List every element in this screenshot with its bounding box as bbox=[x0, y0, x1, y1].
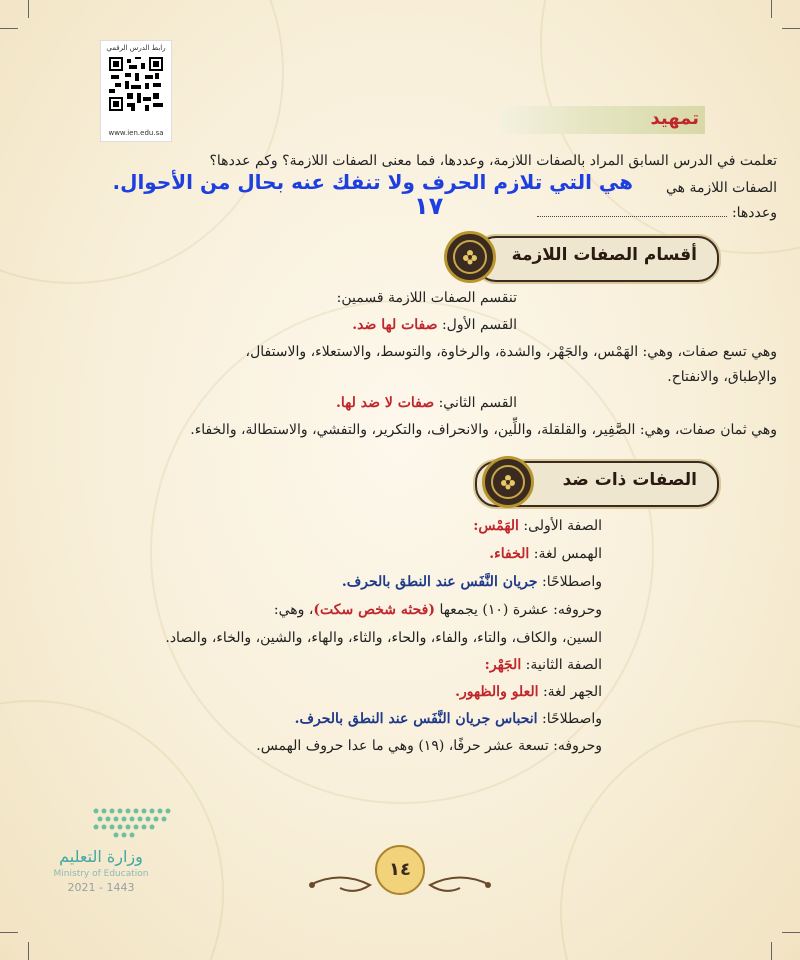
section1-part1-list: وهي تسع صفات، وهي: الهَمْس، والجَهْر، والشدة، والرخاوة، والتوسط، والاستعلاء، والاستفال، bbox=[245, 344, 777, 360]
crop-mark bbox=[782, 28, 800, 29]
flower-medallion-icon bbox=[482, 456, 534, 508]
trait2-lang-value: العلو والظهور. bbox=[455, 684, 539, 700]
flower-medallion-icon bbox=[444, 231, 496, 283]
section1-part1 bbox=[352, 317, 517, 333]
trait1-heading bbox=[473, 518, 602, 534]
ministry-logo bbox=[38, 805, 188, 905]
crop-mark bbox=[771, 942, 772, 960]
qr-url: www.ien.edu.sa bbox=[108, 129, 164, 137]
page-number: ١٤ bbox=[375, 845, 425, 895]
trait2-heading bbox=[485, 657, 602, 673]
qr-code-box[interactable] bbox=[100, 40, 172, 142]
trait1-term bbox=[342, 574, 602, 590]
trait1-letters-c: ، وهي: bbox=[273, 602, 314, 618]
trait1-letters-a: وحروفه: عشرة (١٠) يجمعها bbox=[439, 602, 602, 618]
trait2-label: الصفة الثانية: bbox=[525, 657, 602, 673]
trait2-term-label: واصطلاحًا: bbox=[541, 711, 602, 727]
background-ornament bbox=[560, 720, 800, 960]
intro-question: تعلمت في الدرس السابق المراد بالصفات اللازمة، وعددها، فما معنى الصفات اللازمة؟ وكم عددها؟ bbox=[209, 153, 777, 169]
trait2-letters: وحروفه: تسعة عشر حرفًا، (١٩) وهي ما عدا حروف الهمس. bbox=[256, 738, 602, 754]
crop-mark bbox=[0, 28, 18, 29]
ministry-english-name: Ministry of Education bbox=[53, 869, 149, 879]
handwritten-count: ١٧ bbox=[414, 192, 444, 220]
trait1-lang-value: الخفاء. bbox=[489, 546, 530, 562]
flower-icon bbox=[460, 247, 480, 267]
section1-intro: تنقسم الصفات اللازمة قسمين: bbox=[336, 290, 517, 306]
trait1-term-label: واصطلاحًا: bbox=[541, 574, 602, 590]
trait2-term bbox=[295, 711, 602, 727]
trait1-label: الصفة الأولى: bbox=[523, 518, 602, 534]
trait2-lang bbox=[455, 684, 602, 700]
trait1-letters bbox=[274, 602, 602, 618]
trait1-term-value: جريان النَّفَس عند النطق بالحرف. bbox=[341, 574, 538, 590]
ministry-dots-icon bbox=[86, 805, 226, 839]
trait2-value: الجَهْر: bbox=[484, 657, 522, 673]
trait2-term-value: انحباس جريان النَّفَس عند النطق بالحرف. bbox=[294, 711, 538, 727]
section1-part1-list-cont: والإطباق، والانفتاح. bbox=[667, 369, 777, 385]
crop-mark bbox=[782, 932, 800, 933]
section1-part2 bbox=[336, 395, 517, 411]
section-banner-types bbox=[475, 236, 719, 282]
handwritten-definition: هي التي تلازم الحرف ولا تنفك عنه بحال من الأحوال. bbox=[112, 170, 633, 194]
trait1-letters-mnemonic: (فحثه شخص سكت) bbox=[313, 602, 435, 618]
ministry-years: 2021 - 1443 bbox=[67, 881, 135, 894]
section-title: أقسام الصفات اللازمة bbox=[511, 245, 697, 265]
intro-heading-bar bbox=[500, 106, 705, 134]
trait1-lang bbox=[489, 546, 602, 562]
crop-mark bbox=[28, 0, 29, 18]
crop-mark bbox=[0, 932, 18, 933]
trait2-lang-label: الجهر لغة: bbox=[542, 684, 602, 700]
qr-caption: رابط الدرس الرقمي bbox=[106, 44, 166, 52]
flower-icon bbox=[498, 472, 518, 492]
part2-value: صفات لا ضد لها. bbox=[336, 395, 435, 411]
crop-mark bbox=[771, 0, 772, 18]
count-label-text: وعددها: bbox=[731, 205, 777, 221]
trait1-value: الهَمْس: bbox=[473, 518, 519, 534]
trait1-lang-label: الهمس لغة: bbox=[533, 546, 602, 562]
crop-mark bbox=[28, 942, 29, 960]
section-title: الصفات ذات ضد bbox=[562, 470, 697, 490]
section1-part2-list: وهي ثمان صفات، وهي: الصَّفِير، والقلقلة، واللِّين، والانحراف، والتكرير، والتفشي، والاستطالة، والخفاء. bbox=[190, 422, 777, 438]
part2-label: القسم الثاني: bbox=[438, 395, 517, 411]
ministry-arabic-name: وزارة التعليم bbox=[59, 847, 143, 866]
qr-code-icon bbox=[109, 57, 163, 111]
count-dotted-line bbox=[537, 216, 727, 217]
intro-title: تمهيد bbox=[650, 108, 699, 129]
definition-label: الصفات اللازمة هي bbox=[665, 180, 777, 196]
trait1-letter-list: السين، والكاف، والتاء، والفاء، والحاء، والثاء، والهاء، والشين، والخاء، والصاد. bbox=[165, 630, 602, 646]
count-label bbox=[537, 205, 777, 221]
part1-value: صفات لها ضد. bbox=[352, 317, 438, 333]
part1-label: القسم الأول: bbox=[441, 317, 517, 333]
